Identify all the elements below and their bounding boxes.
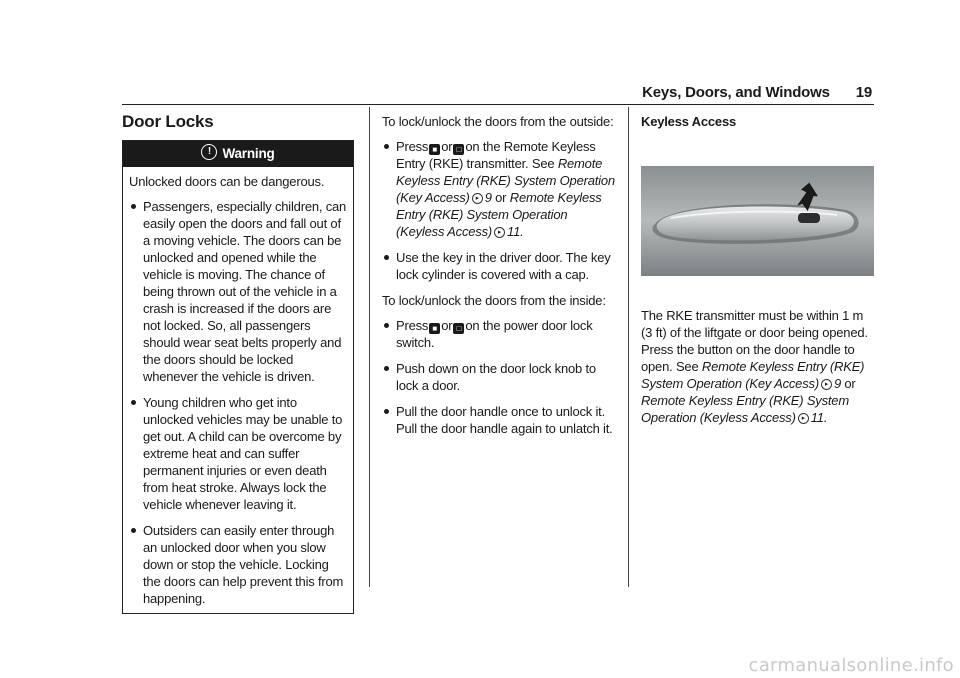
header-section-title: Keys, Doors, and Windows <box>642 84 830 101</box>
column-2 <box>382 113 618 446</box>
bullet-icon <box>384 255 389 260</box>
cross-reference[interactable]: Remote Keyless Entry (RKE) System Operation (Key Access) <box>641 359 865 391</box>
warning-body <box>123 167 353 613</box>
bullet-icon <box>131 204 136 209</box>
lock-icon: ■ <box>429 323 440 334</box>
column-divider-1 <box>369 107 370 587</box>
header-page-number: 19 <box>855 84 872 101</box>
warning-header <box>123 141 353 167</box>
page-ref-icon: ▸ <box>821 379 832 390</box>
bullet-icon <box>384 144 389 149</box>
bullet-icon <box>384 323 389 328</box>
warning-heading: Warning <box>222 146 275 161</box>
warning-box <box>122 140 354 614</box>
outside-list <box>382 138 618 283</box>
cross-reference[interactable]: Remote Keyless Entry (RKE) System Operation (Key Access) <box>396 156 615 205</box>
section-title: Door Locks <box>122 112 214 131</box>
warning-intro: Unlocked doors can be dangerous. <box>129 174 325 189</box>
lock-icon: ■ <box>429 144 440 155</box>
list-item: Passengers, especially children, can easily open the doors and fall out of a moving vehicle. The doors can be unlocked and opened while the vehicle is moving. The chance of being thrown out of the vehicle in a crash is increased if the doors are not locked. So, all passengers should wear seat belts properly and the doors should be locked whenever the vehicle is driven. <box>129 198 347 385</box>
list-item: Push down on the door lock knob to lock a door. <box>382 360 618 394</box>
page-header <box>600 84 872 101</box>
door-handle-photo <box>641 166 874 276</box>
unlock-icon: □ <box>453 323 464 334</box>
column-1 <box>122 112 354 614</box>
unlock-icon: □ <box>453 144 464 155</box>
bullet-icon <box>131 528 136 533</box>
bullet-icon <box>384 409 389 414</box>
warning-icon: ! <box>201 144 217 160</box>
keyless-paragraph: The RKE transmitter must be within 1 m (3 ft) of the liftgate or door being opened. Press the button on the door handle to open. See Remote Keyless Entry (RKE) System Operation (Key Access) ▸ 9 or Remote Keyless Entry (RKE) System Operation (Keyless Access) ▸ 11. <box>641 308 868 425</box>
list-item: Press ■ or □ on the power door lock switch. <box>382 317 618 351</box>
inside-intro: To lock/unlock the doors from the inside: <box>382 293 606 308</box>
cross-reference[interactable]: Remote Keyless Entry (RKE) System Operation (Keyless Access) <box>396 190 602 239</box>
warning-list <box>129 198 347 607</box>
inside-list <box>382 317 618 437</box>
column-divider-2 <box>628 107 629 587</box>
column-3 <box>641 113 877 434</box>
page-ref-icon: ▸ <box>494 227 505 238</box>
bullet-icon <box>131 400 136 405</box>
bullet-icon <box>384 366 389 371</box>
outside-intro: To lock/unlock the doors from the outside: <box>382 114 614 129</box>
cross-reference[interactable]: Remote Keyless Entry (RKE) System Operation (Keyless Access) <box>641 393 849 425</box>
subsection-title: Keyless Access <box>641 114 737 129</box>
page-ref-icon: ▸ <box>798 413 809 424</box>
list-item: Pull the door handle once to unlock it. Pull the door handle again to unlatch it. <box>382 403 618 437</box>
list-item: Press ■ or □ on the Remote Keyless Entry (RKE) transmitter. See Remote Keyless Entry (RKE) System Operation (Key Access) ▸ 9 or Remote Keyless Entry (RKE) System Operation (Keyless Access) ▸ 11. <box>382 138 618 240</box>
list-item: Young children who get into unlocked vehicles may be unable to get out. A child can be overcome by extreme heat and can suffer permanent injuries or even death from heat stroke. Always lock the vehicle whenever leaving it. <box>129 394 347 513</box>
list-item: Outsiders can easily enter through an unlocked door when you slow down or stop the vehicle. Locking the doors can help prevent this from happening. <box>129 522 347 607</box>
watermark: carmanualsonline.info <box>748 655 954 676</box>
header-rule <box>122 104 874 105</box>
page-ref-icon: ▸ <box>472 193 483 204</box>
list-item: Use the key in the driver door. The key lock cylinder is covered with a cap. <box>382 249 618 283</box>
